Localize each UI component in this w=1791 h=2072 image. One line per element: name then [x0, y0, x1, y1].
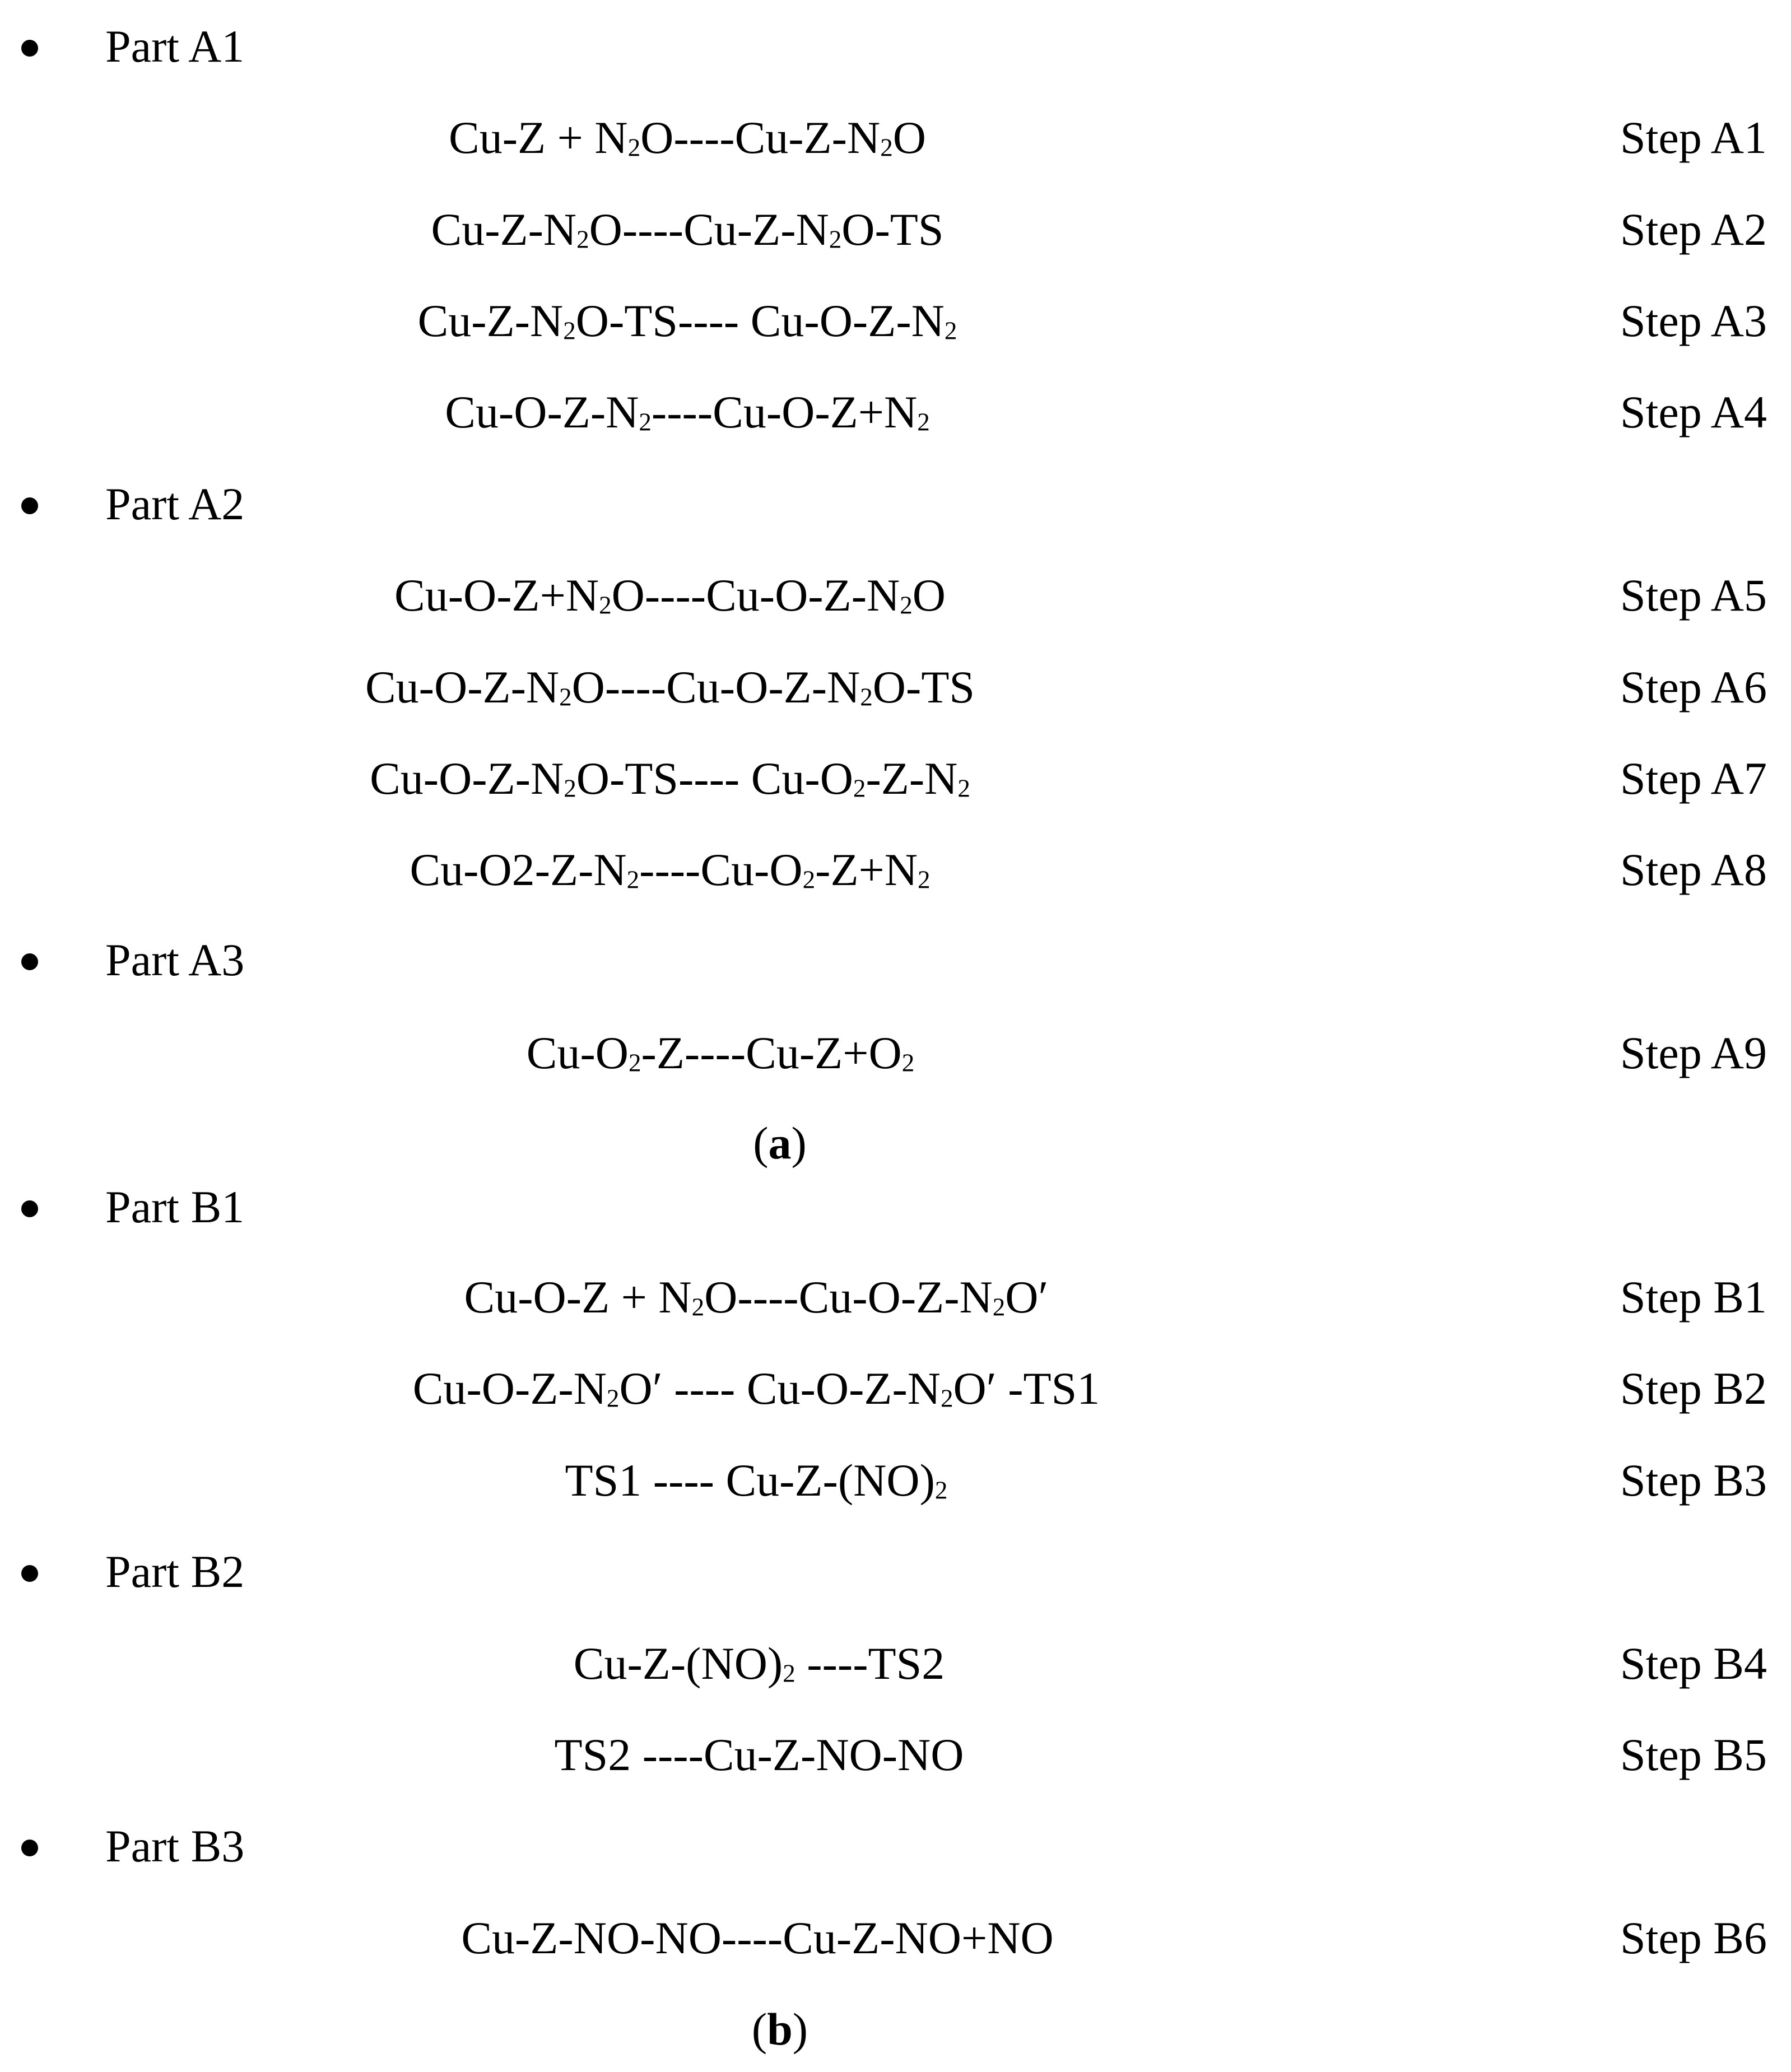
reaction-row: [0, 1361, 1791, 1417]
reaction-equation: $Cu-O-Z + N_2O----Cu-O-Z-N_2O'$: [464, 1272, 1049, 1323]
part-header: [0, 1179, 1791, 1235]
reaction-row: [0, 659, 1791, 715]
reaction-equation: $Cu-Z + N_2O----Cu-Z-N_2O$: [449, 112, 926, 163]
bullet-icon: [21, 1200, 38, 1217]
step-label: Step A1: [1620, 112, 1767, 163]
part-label: Part A1: [105, 21, 245, 72]
bullet-icon: [21, 1840, 38, 1856]
subfigure-caption-a: [0, 1115, 1791, 1171]
bullet-icon: [21, 953, 38, 970]
reaction-equation: $Cu-Z-(NO)_2$ ----TS2: [573, 1638, 945, 1689]
reaction-equation: $Cu-Z-N_2O----Cu-Z-N_2O-TS$: [431, 204, 944, 255]
reaction-equation: $Cu-O-Z+N_2O----Cu-O-Z-N_2O$: [394, 570, 946, 621]
step-label: Step A4: [1620, 387, 1767, 437]
step-label: Step B1: [1620, 1272, 1767, 1323]
reaction-row: [0, 110, 1791, 166]
reaction-row: [0, 567, 1791, 623]
part-header: [0, 932, 1791, 988]
step-label: Step A8: [1620, 844, 1767, 895]
part-label: Part A3: [105, 934, 245, 985]
reaction-equation: $Cu-O-Z-N_2----Cu-O-Z+N_2$: [445, 387, 930, 437]
step-label: Step B5: [1620, 1729, 1767, 1780]
part-header: [0, 1818, 1791, 1874]
reaction-row: [0, 293, 1791, 349]
bullet-icon: [21, 40, 38, 57]
reaction-row: [0, 384, 1791, 440]
part-header: [0, 18, 1791, 75]
reaction-equation: TS1 ---- $Cu-Z-(NO)_2$: [565, 1455, 948, 1506]
part-header: [0, 476, 1791, 532]
caption-letter: b: [767, 2004, 793, 2055]
subfigure-caption-b: [0, 2001, 1791, 2057]
step-label: Step A9: [1620, 1027, 1767, 1078]
step-label: Step A3: [1620, 295, 1767, 346]
bullet-icon: [21, 1565, 38, 1582]
reaction-row: [0, 1025, 1791, 1081]
reaction-equation: $Cu-Z-N_2O-TS----$ $Cu-O-Z-N_2$: [417, 295, 957, 346]
step-label: Step B2: [1620, 1363, 1767, 1414]
reaction-equation: TS2 ----Cu-Z-NO-NO: [554, 1729, 964, 1780]
reaction-row: [0, 842, 1791, 898]
caption-label: (a): [753, 1118, 807, 1168]
reaction-equation: $Cu-O_2-Z----Cu-Z+O_2$: [526, 1027, 915, 1078]
step-label: Step B3: [1620, 1455, 1767, 1506]
bullet-icon: [21, 497, 38, 514]
step-label: Step A6: [1620, 662, 1767, 713]
caption-letter: a: [768, 1118, 792, 1168]
reaction-equation: $Cu-O2-Z-N_2----Cu-O_2-Z+N_2$: [410, 844, 931, 895]
reaction-row: [0, 1452, 1791, 1508]
reaction-row: [0, 1269, 1791, 1325]
step-label: Step A5: [1620, 570, 1767, 621]
reaction-equation: $Cu-O-Z-N_2O'$ ---- $Cu-O-Z-N_2O'$ -TS1: [412, 1363, 1100, 1414]
reaction-row: [0, 1636, 1791, 1692]
step-label: Step B6: [1620, 1912, 1767, 1963]
part-label: Part B1: [105, 1181, 245, 1232]
reaction-row: [0, 1727, 1791, 1783]
part-label: Part B2: [105, 1546, 245, 1597]
caption-label: (b): [751, 2004, 808, 2055]
reaction-equation: Cu-Z-NO-NO----Cu-Z-NO+NO: [461, 1912, 1054, 1963]
step-label: Step A2: [1620, 204, 1767, 255]
step-label: Step A7: [1620, 753, 1767, 804]
reaction-row: [0, 1910, 1791, 1966]
step-label: Step B4: [1620, 1638, 1767, 1689]
reaction-equation: $Cu-O-Z-N_2O----Cu-O-Z-N_2O-TS$: [365, 662, 975, 713]
part-label: Part B3: [105, 1820, 245, 1871]
reaction-row: [0, 202, 1791, 258]
part-label: Part A2: [105, 478, 245, 529]
reaction-equation: $Cu-O-Z-N_2O-TS----$ $Cu-O_2-Z-N_2$: [370, 753, 970, 804]
reaction-row: [0, 751, 1791, 807]
part-header: [0, 1544, 1791, 1600]
